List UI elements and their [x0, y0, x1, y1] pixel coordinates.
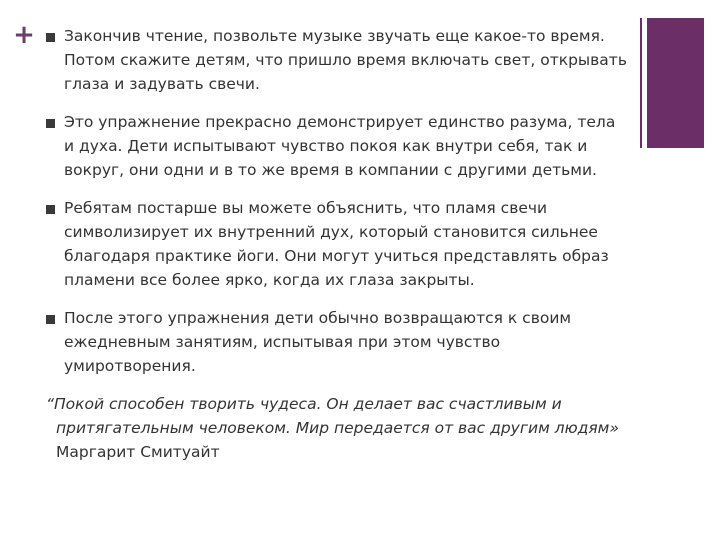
square-bullet-icon	[46, 205, 55, 214]
bullet-text: Закончив чтение, позвольте музыке звучать еще какое-то время. Потом скажите детям, что пришло время включать свет, открывать глаза и задувать свечи.	[64, 27, 627, 93]
quote-block	[40, 392, 630, 464]
bullet-text: Это упражнение прекрасно демонстрирует единство разума, тела и духа. Дети испытывают чувство покоя как внутри себя, так и вокруг, они одни и в то же время в компании с другими детьми.	[64, 113, 616, 179]
accent-bar-block	[647, 18, 704, 148]
bullet-item	[40, 110, 630, 182]
accent-bar-thin	[640, 18, 642, 148]
bullet-text: Ребятам постарше вы можете объяснить, что пламя свечи символизирует их внутренний дух, который становится сильнее благодаря практике йоги. Они могут учиться представлять образ пламени все более ярко, когда их глаза закрыты.	[64, 199, 609, 289]
quote-text: “Покой способен творить чудеса. Он делает вас счастливым и притягательным человеком. Мир передается от вас другим людям»	[46, 395, 619, 437]
square-bullet-icon	[46, 33, 55, 42]
plus-icon: +	[13, 20, 35, 50]
square-bullet-icon	[46, 119, 55, 128]
bullet-item	[40, 306, 630, 378]
bullet-item	[40, 196, 630, 292]
slide-content	[40, 24, 630, 464]
quote-author: Маргарит Смитуайт	[56, 443, 220, 461]
bullet-item	[40, 24, 630, 96]
bullet-text: После этого упражнения дети обычно возвращаются к своим ежедневным занятиям, испытывая при этом чувство умиротворения.	[64, 309, 572, 375]
square-bullet-icon	[46, 315, 55, 324]
